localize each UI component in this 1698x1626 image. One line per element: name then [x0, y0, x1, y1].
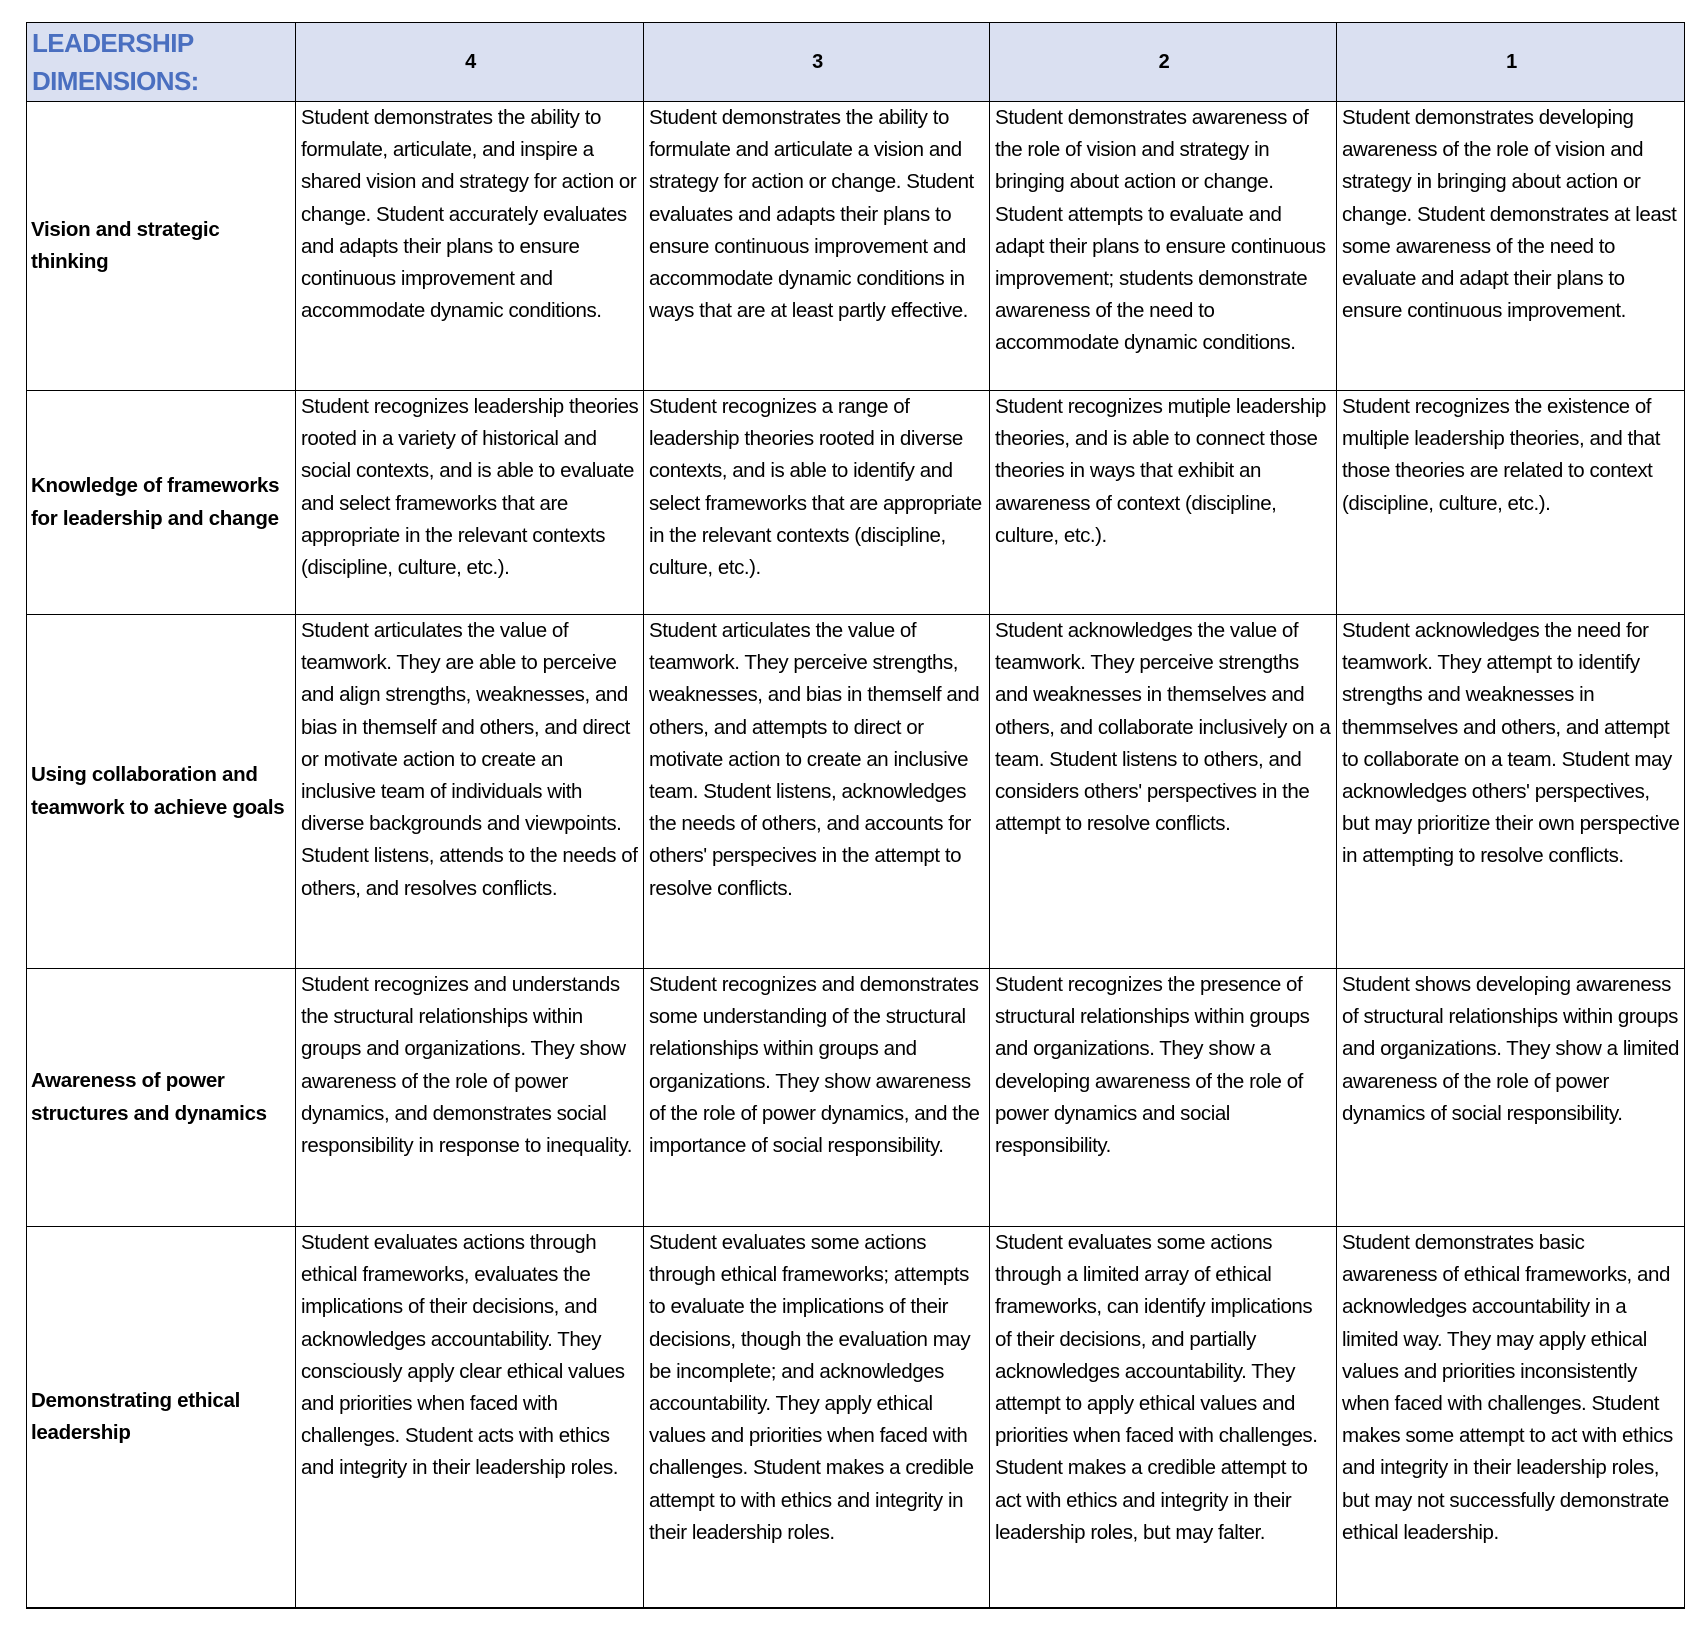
criteria-cell-score-3: Student demonstrates the ability to formulate and articulate a vision and strategy for action or change. Student evaluates and adapts their plans to ensure continuous improvement and accommodate dynamic conditions in ways that are at least partly effective.: [644, 102, 990, 391]
criteria-cell-score-1: Student recognizes the existence of multiple leadership theories, and that those theories are related to context (discipline, culture, etc.).: [1337, 391, 1685, 615]
rubric-row-frameworks: [27, 391, 1685, 615]
criteria-cell-score-2: Student evaluates some actions through a limited array of ethical frameworks, can identify implications of their decisions, and partially acknowledges accountability. They attempt to apply ethical values and priorities when faced with challenges. Student makes a credible attempt to act with ethics and integrity in their leadership roles, but may falter.: [990, 1227, 1337, 1609]
criteria-cell-score-3: Student evaluates some actions through ethical frameworks; attempts to evaluate the implications of their decisions, though the evaluation may be incomplete; and acknowledges accountability. They apply ethical values and priorities when faced with challenges. Student makes a credible attempt to with ethics and integrity in their leadership roles.: [644, 1227, 990, 1609]
dimension-label: Using collaboration and teamwork to achieve goals: [27, 615, 296, 969]
criteria-cell-score-2: Student recognizes mutiple leadership theories, and is able to connect those theories in ways that exhibit an awareness of context (discipline, culture, etc.).: [990, 391, 1337, 615]
score-header-1: 1: [1337, 23, 1685, 102]
rubric-header: [27, 23, 1685, 102]
criteria-cell-score-4: Student recognizes leadership theories rooted in a variety of historical and social contexts, and is able to evaluate and select frameworks that are appropriate in the relevant contexts (discipline, culture, etc.).: [296, 391, 644, 615]
criteria-cell-score-2: Student acknowledges the value of teamwork. They perceive strengths and weaknesses in themselves and others, and collaborate inclusively on a team. Student listens to others, and considers others' perspectives in the attempt to resolve conflicts.: [990, 615, 1337, 969]
score-header-2: 2: [990, 23, 1337, 102]
criteria-cell-score-2: Student recognizes the presence of structural relationships within groups and organizations. They show a developing awareness of the role of power dynamics and social responsibility.: [990, 969, 1337, 1227]
criteria-cell-score-4: Student evaluates actions through ethical frameworks, evaluates the implications of their decisions, and acknowledges accountability. They consciously apply clear ethical values and priorities when faced with challenges. Student acts with ethics and integrity in their leadership roles.: [296, 1227, 644, 1609]
rubric-row-ethical-leadership: [27, 1227, 1685, 1609]
criteria-cell-score-4: Student recognizes and understands the structural relationships within groups and organizations. They show awareness of the role of power dynamics, and demonstrates social responsibility in response to inequality.: [296, 969, 644, 1227]
criteria-cell-score-3: Student articulates the value of teamwork. They perceive strengths, weaknesses, and bias in themself and others, and attempts to direct or motivate action to create an inclusive team. Student listens, acknowledges the needs of others, and accounts for others' perspecives in the attempt to resolve conflicts.: [644, 615, 990, 969]
dimension-column-header: LEADERSHIP DIMENSIONS:: [27, 23, 296, 102]
criteria-cell-score-1: Student acknowledges the need for teamwork. They attempt to identify strengths and weaknesses in themmselves and others, and attempt to collaborate on a team. Student may acknowledges others' perspectives, but may prioritize their own perspective in attempting to resolve conflicts.: [1337, 615, 1685, 969]
criteria-cell-score-1: Student demonstrates developing awareness of the role of vision and strategy in bringing about action or change. Student demonstrates at least some awareness of the need to evaluate and adapt their plans to ensure continuous improvement.: [1337, 102, 1685, 391]
criteria-cell-score-3: Student recognizes a range of leadership theories rooted in diverse contexts, and is able to identify and select frameworks that are appropriate in the relevant contexts (discipline, culture, etc.).: [644, 391, 990, 615]
rubric-row-vision: [27, 102, 1685, 391]
criteria-cell-score-4: Student demonstrates the ability to formulate, articulate, and inspire a shared vision and strategy for action or change. Student accurately evaluates and adapts their plans to ensure continuous improvement and accommodate dynamic conditions.: [296, 102, 644, 391]
header-row: [27, 23, 1685, 102]
criteria-cell-score-1: Student demonstrates basic awareness of ethical frameworks, and acknowledges accountability in a limited way. They may apply ethical values and priorities inconsistently when faced with challenges. Student makes some attempt to act with ethics and integrity in their leadership roles, but may not successfully demonstrate ethical leadership.: [1337, 1227, 1685, 1609]
criteria-cell-score-1: Student shows developing awareness of structural relationships within groups and organizations. They show a limited awareness of the role of power dynamics of social responsibility.: [1337, 969, 1685, 1227]
leadership-rubric-table: [26, 22, 1685, 1609]
criteria-cell-score-2: Student demonstrates awareness of the role of vision and strategy in bringing about action or change. Student attempts to evaluate and adapt their plans to ensure continuous improvement; students demonstrate awareness of the need to accommodate dynamic conditions.: [990, 102, 1337, 391]
dimension-label: Vision and strategic thinking: [27, 102, 296, 391]
criteria-cell-score-4: Student articulates the value of teamwork. They are able to perceive and align strengths, weaknesses, and bias in themself and others, and direct or motivate action to create an inclusive team of individuals with diverse backgrounds and viewpoints. Student listens, attends to the needs of others, and resolves conflicts.: [296, 615, 644, 969]
score-header-3: 3: [644, 23, 990, 102]
dimension-label: Demonstrating ethical leadership: [27, 1227, 296, 1609]
rubric-body: [27, 102, 1685, 1609]
score-header-4: 4: [296, 23, 644, 102]
criteria-cell-score-3: Student recognizes and demonstrates some understanding of the structural relationships within groups and organizations. They show awareness of the role of power dynamics, and the importance of social responsibility.: [644, 969, 990, 1227]
rubric-row-collaboration: [27, 615, 1685, 969]
dimension-label: Knowledge of frameworks for leadership and change: [27, 391, 296, 615]
dimension-label: Awareness of power structures and dynamics: [27, 969, 296, 1227]
rubric-row-power-structures: [27, 969, 1685, 1227]
